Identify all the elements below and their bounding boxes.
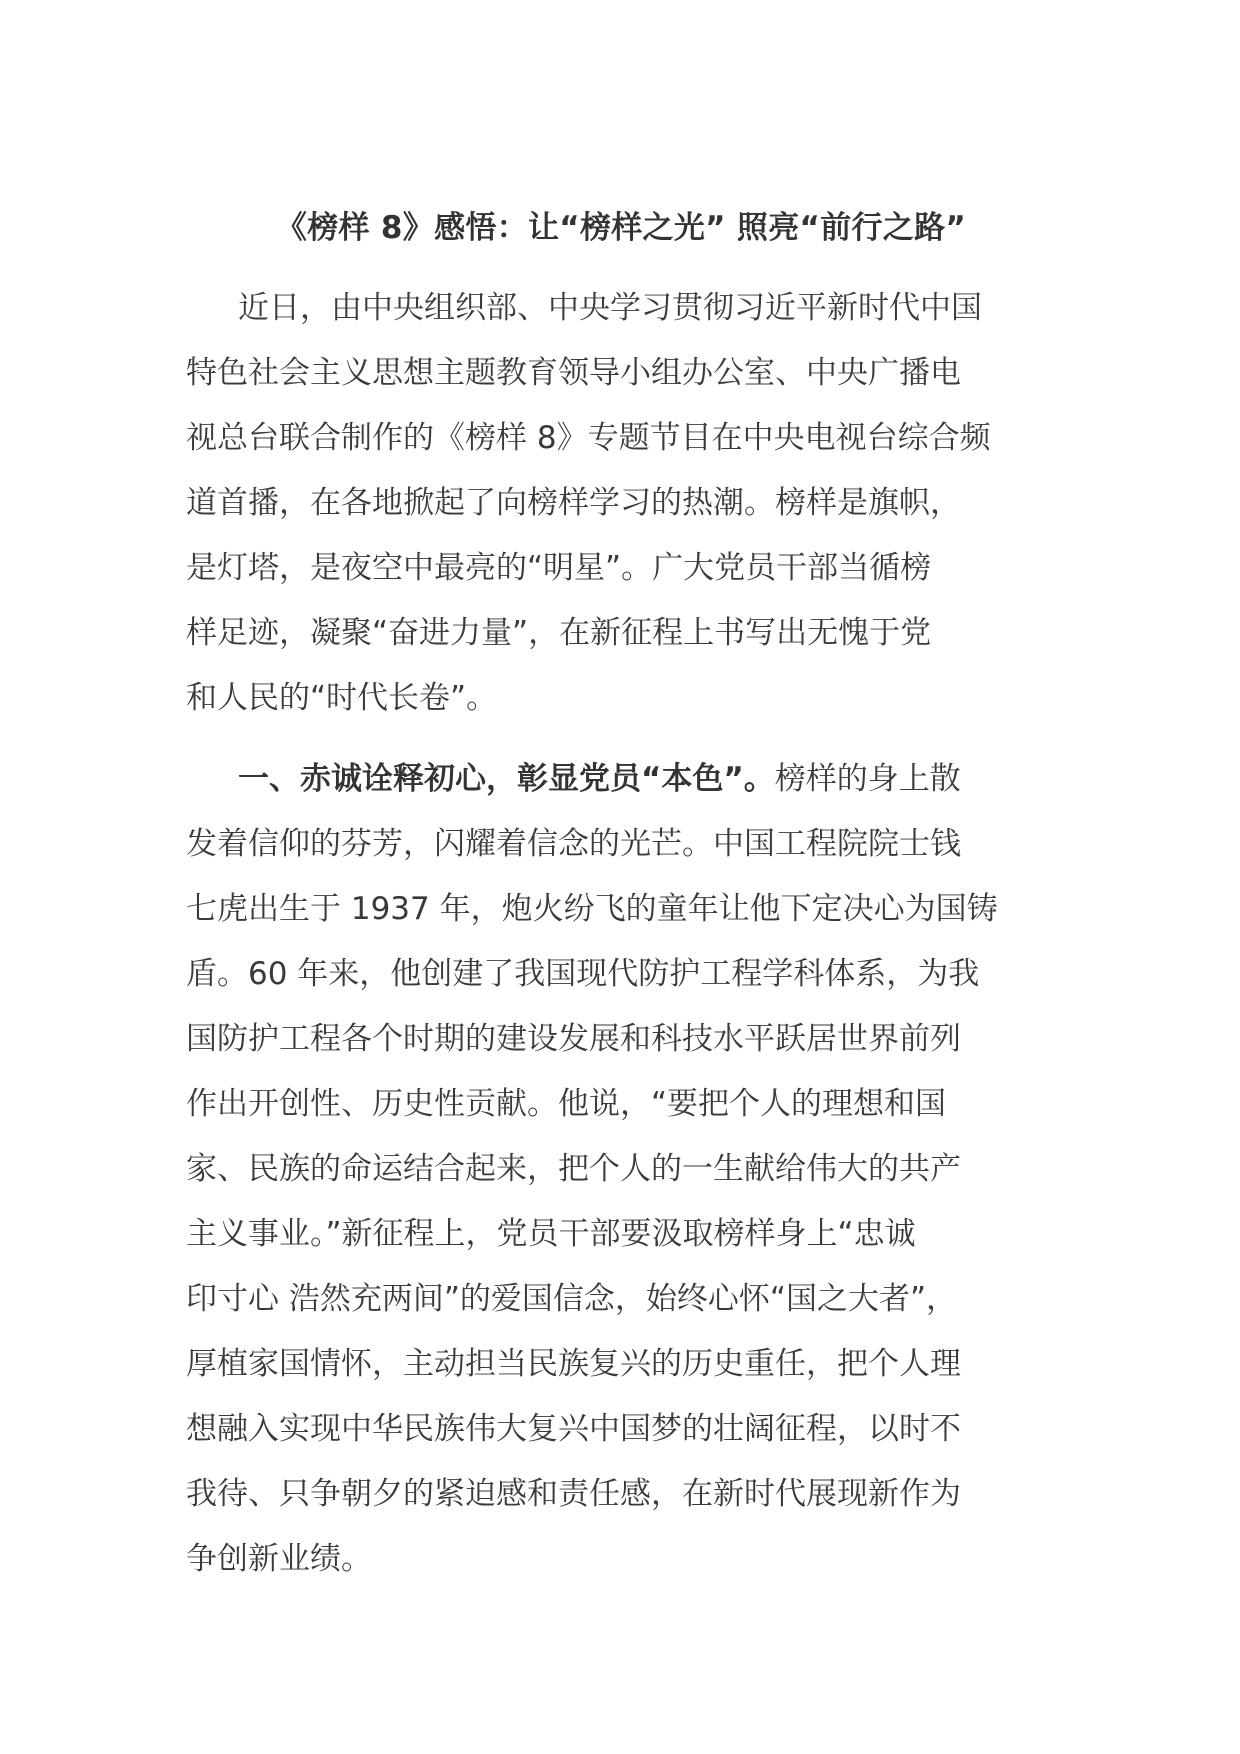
paragraph-line: 发着信仰的芬芳，闪耀着信念的光芒。中国工程院院士钱 [186, 826, 961, 862]
paragraph-line: 样足迹，凝聚“奋进力量”，在新征程上书写出无愧于党 [186, 615, 932, 651]
paragraph-line: 作出开创性、历史性贡献。他说，“要把个人的理想和国 [186, 1086, 947, 1122]
paragraph-line: 盾。60 年来，他创建了我国现代防护工程学科体系，为我 [186, 956, 980, 992]
paragraph-line: 道首播，在各地掀起了向榜样学习的热潮。榜样是旗帜， [186, 485, 961, 521]
paragraph-line: 和人民的“时代长卷”。 [186, 680, 498, 716]
paragraph-intro [186, 276, 1056, 731]
section-first-line-text: 榜样的身上散 [774, 761, 961, 797]
paragraph-line: 特色社会主义思想主题教育领导小组办公室、中央广播电 [186, 355, 961, 391]
paragraph-line: 我待、只争朝夕的紧迫感和责任感，在新时代展现新作为 [186, 1476, 961, 1512]
paragraph-line: 家、民族的命运结合起来，把个人的一生献给伟大的共产 [186, 1151, 961, 1187]
paragraph-line: 七虎出生于 1937 年，炮火纷飞的童年让他下定决心为国铸 [186, 891, 998, 927]
paragraph-line: 国防护工程各个时期的建设发展和科技水平跃居世界前列 [186, 1021, 961, 1057]
paragraph-line: 印寸心 浩然充两间”的爱国信念，始终心怀“国之大者”， [186, 1281, 958, 1317]
paragraph-line: 是灯塔，是夜空中最亮的“明星”。广大党员干部当循榜 [186, 550, 932, 586]
document-title: 《榜样 8》感悟：让“榜样之光” 照亮“前行之路” [275, 210, 967, 246]
section-first-line [186, 747, 1056, 812]
paragraph-line: 近日，由中央组织部、中央学习贯彻习近平新时代中国 [238, 290, 982, 326]
section-heading: 一、赤诚诠释初心，彰显党员“本色”。 [238, 761, 775, 797]
paragraph-line: 视总台联合制作的《榜样 8》专题节目在中央电视台综合频 [186, 420, 991, 456]
paragraph-section-one [186, 747, 1056, 1592]
paragraph-line: 主义事业。”新征程上，党员干部要汲取榜样身上“忠诚 [186, 1216, 916, 1252]
paragraph-line: 厚植家国情怀，主动担当民族复兴的历史重任，把个人理 [186, 1346, 961, 1382]
paragraph-line: 争创新业绩。 [186, 1541, 372, 1577]
paragraph-line: 想融入实现中华民族伟大复兴中国梦的壮阔征程，以时不 [186, 1411, 961, 1447]
